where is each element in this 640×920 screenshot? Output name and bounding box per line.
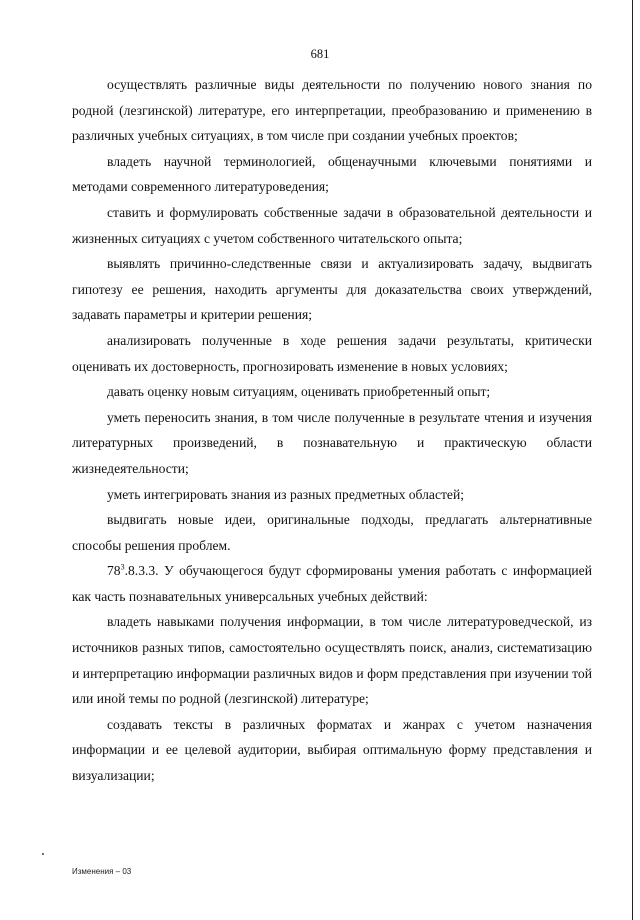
paragraph: выдвигать новые идеи, оригинальные подходы, предлагать альтернативные способы решения проблем.	[72, 512, 592, 553]
paragraph: уметь интегрировать знания из разных предметных областей;	[107, 486, 465, 502]
paragraph: давать оценку новым ситуациям, оценивать приобретенный опыт;	[107, 384, 491, 400]
page-number: 681	[310, 47, 330, 61]
section-paragraph	[72, 558, 592, 609]
paragraph: осуществлять различные виды деятельности по получению нового знания по родной (лезгинской) литературе, его интерпретации, преобразованию и применению в различных учебных ситуациях, в том числе при создании учебных проектов;	[72, 77, 592, 144]
paragraph: уметь переносить знания, в том числе полученные в результате чтения и изучения литературных произведений, в познавательную и практическую области жизнедеятельности;	[72, 409, 592, 476]
paragraph: владеть научной терминологией, общенаучными ключевыми понятиями и методами современного литературоведения;	[72, 153, 592, 195]
section-text: У обучающегося будут сформированы умения работать с информацией как часть познавательных универсальных учебных действий:	[72, 563, 592, 604]
scan-edge-line	[632, 0, 633, 920]
section-number-prefix: 78	[107, 563, 121, 579]
paragraph: владеть навыками получения информации, в том числе литературоведческой, из источников разных типов, самостоятельно осуществлять поиск, анализ, систематизацию и интерпретацию информации различных видов и форм представления при изучении той или иной темы по родной (лезгинской) литературе;	[72, 614, 592, 707]
paragraph: анализировать полученные в ходе решения задачи результаты, критически оценивать их достоверность, прогнозировать изменение в новых условиях;	[72, 332, 592, 374]
footer-revision: Изменения – 03	[72, 867, 132, 876]
paragraph: выявлять причинно-следственные связи и актуализировать задачу, выдвигать гипотезу ее решения, находить аргументы для доказательства своих утверждений, задавать параметры и критерии решения;	[72, 256, 592, 323]
body-text	[72, 72, 592, 789]
section-number-suffix: .8.3.3.	[124, 563, 159, 579]
section-number	[107, 563, 159, 578]
section-number-superscript: 3	[120, 562, 125, 572]
scan-speck	[42, 853, 44, 855]
paragraph: создавать тексты в различных форматах и жанрах с учетом назначения информации и ее целевой аудитории, выбирая оптимальную форму представления и визуализации;	[72, 716, 592, 784]
paragraph: ставить и формулировать собственные задачи в образовательной деятельности и жизненных ситуациях с учетом собственного читательского опыта;	[72, 204, 592, 246]
